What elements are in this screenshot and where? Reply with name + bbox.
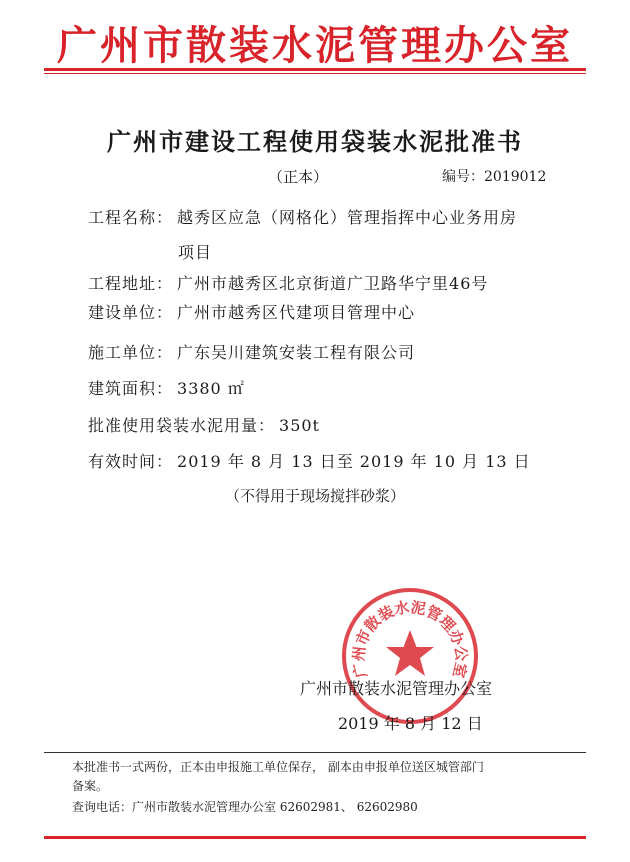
cement-row <box>88 413 320 436</box>
contractor-label: 施工单位： <box>88 343 174 362</box>
contractor-value: 广东吴川建筑安装工程有限公司 <box>177 343 416 362</box>
validity-value: 2019 年 8 月 13 日至 2019 年 10 月 13 日 <box>177 452 531 471</box>
project-name-label: 工程名称： <box>88 208 174 227</box>
document-number: 编号：2019012 <box>442 169 547 185</box>
usage-note: （不得用于现场搅拌砂浆） <box>224 487 405 505</box>
document-title: 广州市建设工程使用袋装水泥批准书 <box>107 127 523 156</box>
project-name-value: 越秀区应急（网格化）管理指挥中心业务用房 <box>177 208 518 227</box>
footer-rule <box>44 752 586 753</box>
address-label: 工程地址： <box>88 274 174 293</box>
builder-value: 广州市越秀区代建项目管理中心 <box>177 303 416 322</box>
official-seal <box>340 586 480 726</box>
builder-row <box>88 300 415 323</box>
area-label: 建筑面积： <box>88 379 174 398</box>
seal-star-icon <box>386 630 434 676</box>
bottom-red-rule <box>44 836 586 839</box>
letterhead-rule <box>44 68 586 71</box>
address-row <box>88 271 488 294</box>
letterhead-rule-thin <box>44 73 586 74</box>
area-value: 3380 ㎡ <box>177 379 245 398</box>
project-name-row <box>88 205 517 228</box>
footer-note-line2: 备案。 <box>72 779 109 793</box>
builder-label: 建设单位： <box>88 303 174 322</box>
area-row <box>88 376 245 399</box>
footer-note-line1: 本批准书一式两份，正本由申报施工单位保存， 副本由申报单位送区城管部门 <box>72 760 484 774</box>
project-name-value-cont: 项目 <box>178 243 213 262</box>
cement-label: 批准使用袋装水泥用量： <box>88 416 276 435</box>
cement-value: 350t <box>279 416 320 435</box>
validity-row <box>88 449 531 472</box>
seal-text: 广州市散装水泥管理办公室 <box>349 598 471 680</box>
footer-contact: 查询电话：广州市散装水泥管理办公室 62602981、 62602980 <box>72 800 418 814</box>
letterhead-title: 广州市散装水泥管理办公室 <box>57 23 573 69</box>
contractor-row <box>88 340 415 363</box>
issue-date: 2019 年 8 月 12 日 <box>338 714 483 733</box>
issuer-name: 广州市散装水泥管理办公室 <box>300 679 493 698</box>
validity-label: 有效时间： <box>88 452 174 471</box>
address-value: 广州市越秀区北京街道广卫路华宁里46号 <box>177 274 489 293</box>
copy-type: （正本） <box>268 168 329 186</box>
